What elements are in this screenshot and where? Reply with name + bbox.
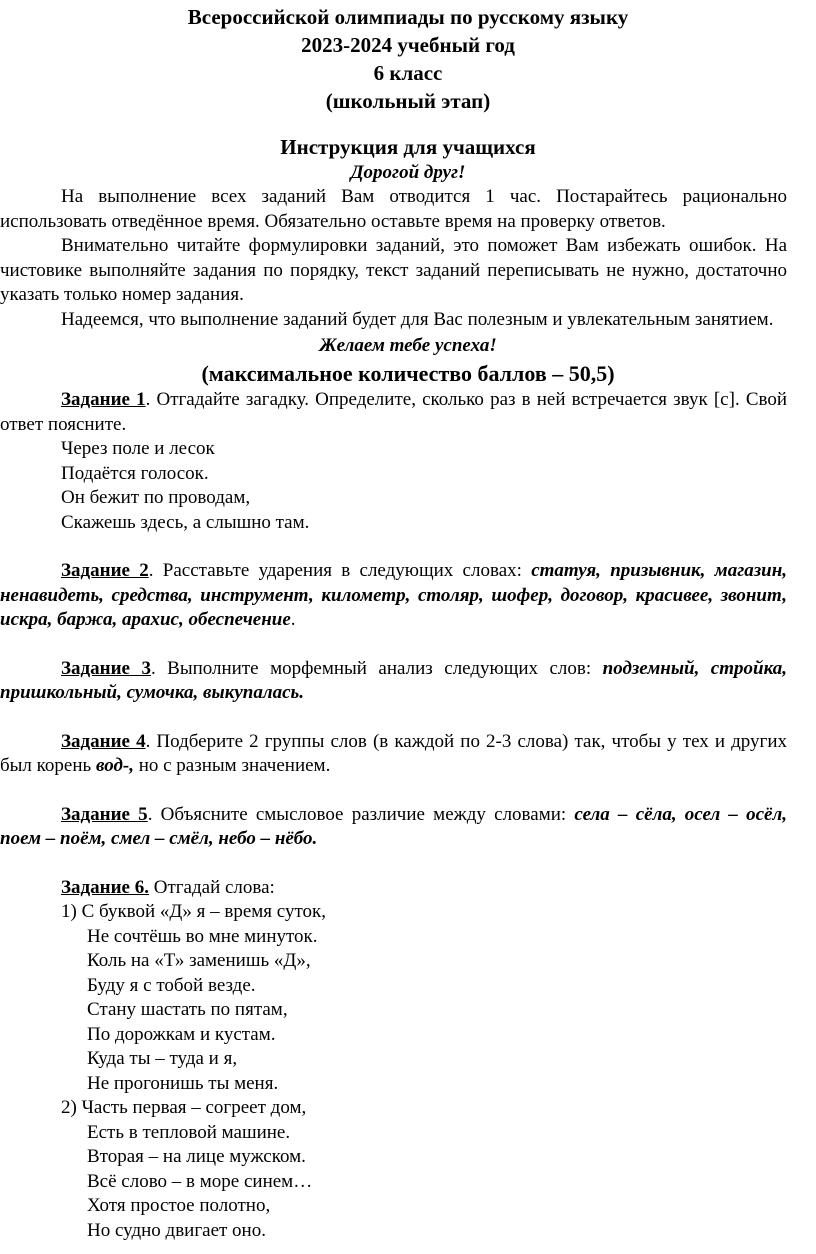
task-3-label: Задание 3 [61,657,151,679]
poem-line: Всё слово – в море синем… [87,1170,313,1192]
poem-line: Буду я с тобой везде. [87,974,256,996]
poem-line: Хотя простое полотно, [87,1195,271,1216]
riddle-1-first-line: 1) С буквой «Д» я – время суток, [61,901,327,922]
task-5 [0,803,787,852]
task-1-label: Задание 1 [61,389,146,410]
poem-line: Не сочтёшь во мне минуток. [87,925,318,947]
instructions-paragraph-3: Надеемся, что выполнение заданий будет для Вас полезным и увлекательным занятием. [61,308,774,330]
task-1 [0,388,787,437]
task-3 [0,657,787,706]
instructions-title: Инструкция для учащихся [280,135,536,159]
instructions-paragraph-2: Внимательно читайте формулировки заданий, это поможет Вам избежать ошибок. На чистовике выполняйте задания по порядку, текст заданий переписывать не нужно, достаточно указать только номер задания. [0,235,787,305]
riddle-1 [0,925,816,1097]
school-year: 2023-2024 учебный год [301,33,515,57]
max-score: (максимальное количество баллов – 50,5) [201,361,615,386]
task-2-words: статуя, призывник, магазин, ненавидеть, средства, инструмент, километр, столяр, шофер, договор, красивее, звонит, искра, баржа, арахис, обеспечение [0,560,787,630]
task-5-label: Задание 5 [61,803,148,825]
olympiad-title: Всероссийской олимпиады по русскому языку [187,5,629,29]
stage: (школьный этап) [325,89,491,113]
greeting: Дорогой друг! [350,162,466,183]
task-5-words: села – сёла, осел – осёл, поем – поём, смел – смёл, небо – нёбо. [0,803,787,849]
poem-line: Скажешь здесь, а слышно там. [61,511,310,533]
riddle-2 [0,1121,816,1244]
wish-line: Желаем тебе успеха! [319,335,497,356]
poem-line: Стану шастать по пятам, [87,999,288,1020]
instructions-paragraph-1: На выполнение всех заданий Вам отводится 1 час. Постарайтесь рационально использовать отведённое время. Обязательно оставьте время на проверку ответов. [0,186,787,232]
riddle-2-first-line: 2) Часть первая – согреет дом, [61,1097,307,1118]
task-6-text: Отгадай слова: [148,876,275,898]
task-2-end: . [290,609,296,630]
task-6 [0,876,787,901]
poem-line: Не прогонишь ты меня. [87,1072,279,1094]
task-6-label: Задание 6. [61,876,149,898]
task-4 [0,730,787,779]
poem-line: Подаётся голосок. [61,462,209,484]
poem-line: Вторая – на лице мужском. [87,1146,306,1167]
poem-line: Он бежит по проводам, [61,487,251,508]
task-5-text: . Объясните смысловое различие между словами: [147,803,575,825]
task-4-text: . Подберите 2 группы слов (в каждой по 2-3 слова) так, чтобы у тех и других был корень [0,730,787,776]
poem-line: Коль на «Т» заменишь «Д», [87,950,311,971]
task-1-poem [0,437,816,535]
poem-line: Есть в тепловой машине. [87,1121,291,1143]
task-4-label: Задание 4 [61,730,146,752]
grade: 6 класс [373,61,443,85]
task-3-text: . Выполните морфемный анализ следующих слов: [150,657,603,679]
task-4-end: но с разным значением. [133,755,331,776]
task-2 [0,559,787,633]
task-2-label: Задание 2 [61,560,149,581]
task-4-root: вод-, [95,755,134,776]
poem-line: По дорожкам и кустам. [87,1023,276,1045]
poem-line: Куда ты – туда и я, [87,1048,238,1069]
task-1-text: . Отгадайте загадку. Определите, сколько раз в ней встречается звук [с]. Свой ответ поясните. [0,389,788,435]
task-3-words: подземный, стройка, пришкольный, сумочка, выкупалась. [0,657,787,703]
poem-line: Но судно двигает оно. [87,1219,266,1241]
task-2-text: . Расставьте ударения в следующих словах: [148,560,532,581]
poem-line: Через поле и лесок [61,438,215,459]
